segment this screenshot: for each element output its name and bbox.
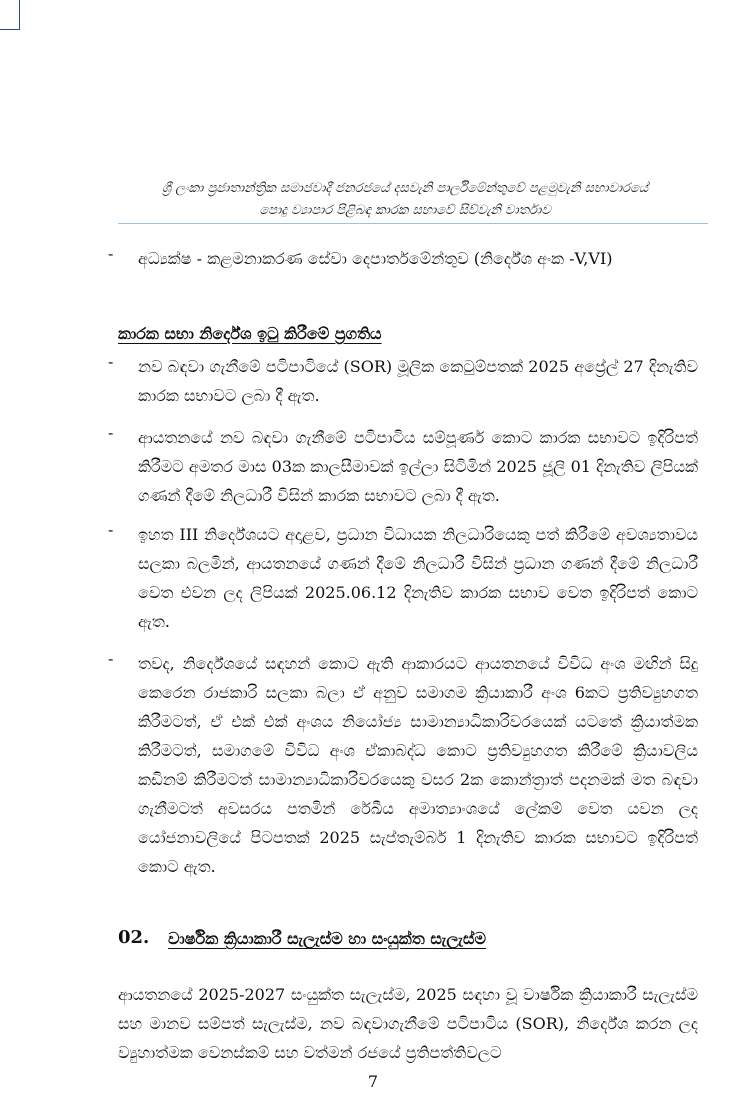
- bullet-dash: -: [108, 244, 114, 263]
- bullet-text: තවද, නිර්දේශයේ සඳහන් කොට ඇති ආකාරයට ආයතනයේ විවිධ අංශ මඟින් සිදු කෙරෙන රාජකාරි සලකා බලා ඒ අනුව සමාගම ක්‍රියාකාරී අංශ 6කට ප්‍රතිව්‍යුහගත කිරීමටත්, ඒ එක් එක් අංශය නියෝජ්‍ය සාමාන්‍යාධිකාරිවරයෙක් යටතේ ක්‍රියාත්මක කිරීමටත්, සමාගමේ විවිධ අංශ ඒකාබද්ධ කොට ප්‍රතිව්‍යුහගත කිරීමේ ක්‍රියාවලිය කඩිනම් කිරීමටත් සාමාන්‍යාධිකාරිවරයෙකු වසර 2ක කොන්ත්‍රාත් පදනමක් මත බඳවා ගැනීමටත් අවසරය පතමින් රේඛීය අමාත්‍යාංශයේ ලේකම් වෙත යවන ලද යෝජනාවලියේ පිටපතක් 2025 සැප්තැම්බර් 1 දිනැතිව කාරක සභාවට ඉදිරිපත් කොට ඇත.: [138, 654, 698, 876]
- list-item: [108, 520, 698, 636]
- running-header: [110, 178, 700, 222]
- progress-heading: කාරක සභා නිර්දේශ ඉටු කිරීමේ ප්‍රගතිය: [118, 324, 382, 343]
- bullet-dash: -: [108, 649, 114, 668]
- list-item: [108, 423, 698, 510]
- bullet-text: නව බඳවා ගැනීමේ පටිපාටියේ (SOR) මූලික කෙටුම්පතක් 2025 අප්‍රේල් 27 දිනැතිව කාරක සභාවට ලබා දී ඇත.: [138, 357, 698, 405]
- section-title: වාර්ෂික ක්‍රියාකාරී සැලැස්ම හා සංයුක්ත සැලැස්ම: [168, 929, 486, 948]
- header-line-2: පොදු ව්‍යාපාර පිළිබඳ කාරක සභාවේ සිව්වැනි වාර්තාව: [259, 203, 551, 218]
- header-line-1: ශ්‍රී ලංකා ප්‍රජාතාන්ත්‍රික සමාජවාදී ජනරජයේ දසවැනි පාර්ලිමේන්තුවේ පළමුවැනි සභාවාරයේ: [161, 181, 649, 196]
- bullet-dash: -: [108, 520, 114, 539]
- bullet-dash: -: [108, 423, 114, 442]
- page-corner-mark: [0, 0, 20, 30]
- bullet-text: අධ්‍යක්ෂ - කළමනාකරණ සේවා දෙපාර්තමේන්තුව (නිර්දේශ අංක -V,VI): [138, 249, 613, 268]
- page-number: 7: [367, 1072, 379, 1091]
- list-item: [108, 649, 698, 881]
- section-number: 02.: [118, 927, 150, 948]
- bullet-dash: -: [108, 352, 114, 371]
- header-divider: [118, 223, 708, 224]
- list-item: [108, 244, 698, 273]
- bullet-text: ඉහත III නිර්දේශයට අදාළව, ප්‍රධාන විධායක නිලධාරියෙකු පත් කිරීමේ අවශ්‍යතාවය සලකා බලමින්, ආයතනයේ ගණන් දීමේ නිලධාරී විසින් ප්‍රධාන ගණන් දීමේ නිලධාරී වෙත එවන ලද ලිපියක් 2025.06.12 දිනැතිව කාරක සභාව වෙත ඉදිරිපත් කොට ඇත.: [138, 525, 698, 631]
- bullet-text: ආයතනයේ නව බඳවා ගැනීමේ පටිපාටිය සම්පූර්ණ කොට කාරක සභාවට ඉදිරිපත් කිරීමට අමතර මාස 03ක කාලසීමාවක් ඉල්ලා සිටිමින් 2025 ජූලි 01 දිනැතිව ලිපියක් ගණන් දීමේ නිලධාරී විසින් කාරක සභාවට ලබා දී ඇත.: [138, 428, 698, 505]
- list-item: [108, 352, 698, 410]
- body-paragraph: ආයතනයේ 2025-2027 සංයුක්ත සැලැස්ම, 2025 සඳහා වූ වාර්ෂික ක්‍රියාකාරී සැලැස්ම සහ මානව සම්පත් සැලැස්ම, නව බඳවාගැනීමේ පටිපාටිය (SOR), නිර්දේශ කරන ලද ව්‍යුහාත්මක වෙනස්කම් සහ වත්මන් රජයේ ප්‍රතිපත්තිවලට: [118, 985, 698, 1062]
